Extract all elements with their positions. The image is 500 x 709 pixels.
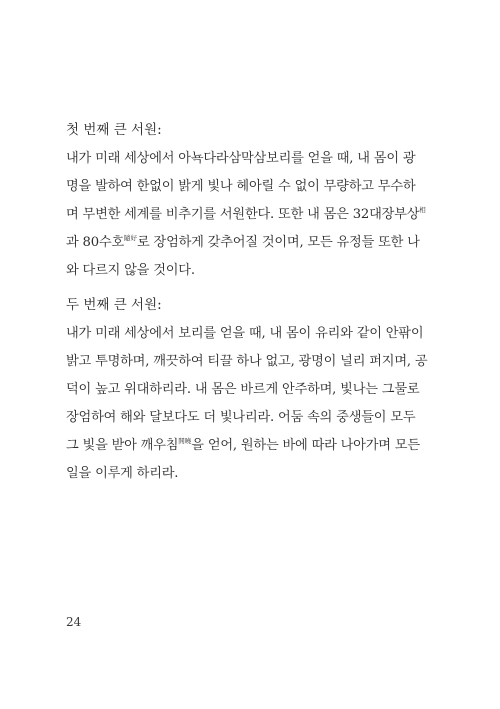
superscript-annotation: 開曉 [178,437,192,445]
body-line [66,432,438,460]
body-line [66,201,438,229]
body-text: 과 80수호 [66,235,124,250]
body-line: 일을 이루게 하리라. [66,466,179,481]
vow-section-first [66,119,438,285]
body-line: 명을 발하여 한없이 밝게 빛나 헤아릴 수 없이 무량하고 무수하 [66,179,416,194]
section-heading: 첫 번째 큰 서원: [66,122,162,138]
body-line: 와 다르지 않을 것이다. [66,263,195,278]
body-line [66,229,438,257]
superscript-annotation: 隨好 [124,234,137,242]
body-line: 내가 미래 세상에서 보리를 얻을 때, 내 몸이 유리와 같이 안팎이 [66,326,424,341]
body-text: 을 얻어, 원하는 바에 따라 나아가며 모든 [191,438,420,453]
superscript-annotation: 相 [419,206,426,214]
body-text: 며 무변한 세계를 비추기를 서원한다. 또한 내 몸은 32대장부상 [66,207,420,222]
body-line: 장엄하여 해와 달보다도 더 빛나리라. 어둠 속의 중생들이 모두 [66,410,416,425]
section-heading: 두 번째 큰 서원: [66,297,162,313]
body-line: 내가 미래 세상에서 아뇩다라삼막삼보리를 얻을 때, 내 몸이 광 [66,151,416,166]
body-line: 밝고 투명하며, 깨끗하여 티끌 하나 없고, 광명이 널리 퍼지며, 공 [66,354,428,369]
body-line: 덕이 높고 위대하리라. 내 몸은 바르게 안주하며, 빛나는 그물로 [66,382,420,397]
vow-section-second [66,294,438,488]
page-number: 24 [66,615,82,629]
body-text: 그 빛을 받아 깨우침 [66,438,179,453]
body-text: 로 장엄하게 갖추어질 것이며, 모든 유정들 또한 나 [137,235,420,250]
